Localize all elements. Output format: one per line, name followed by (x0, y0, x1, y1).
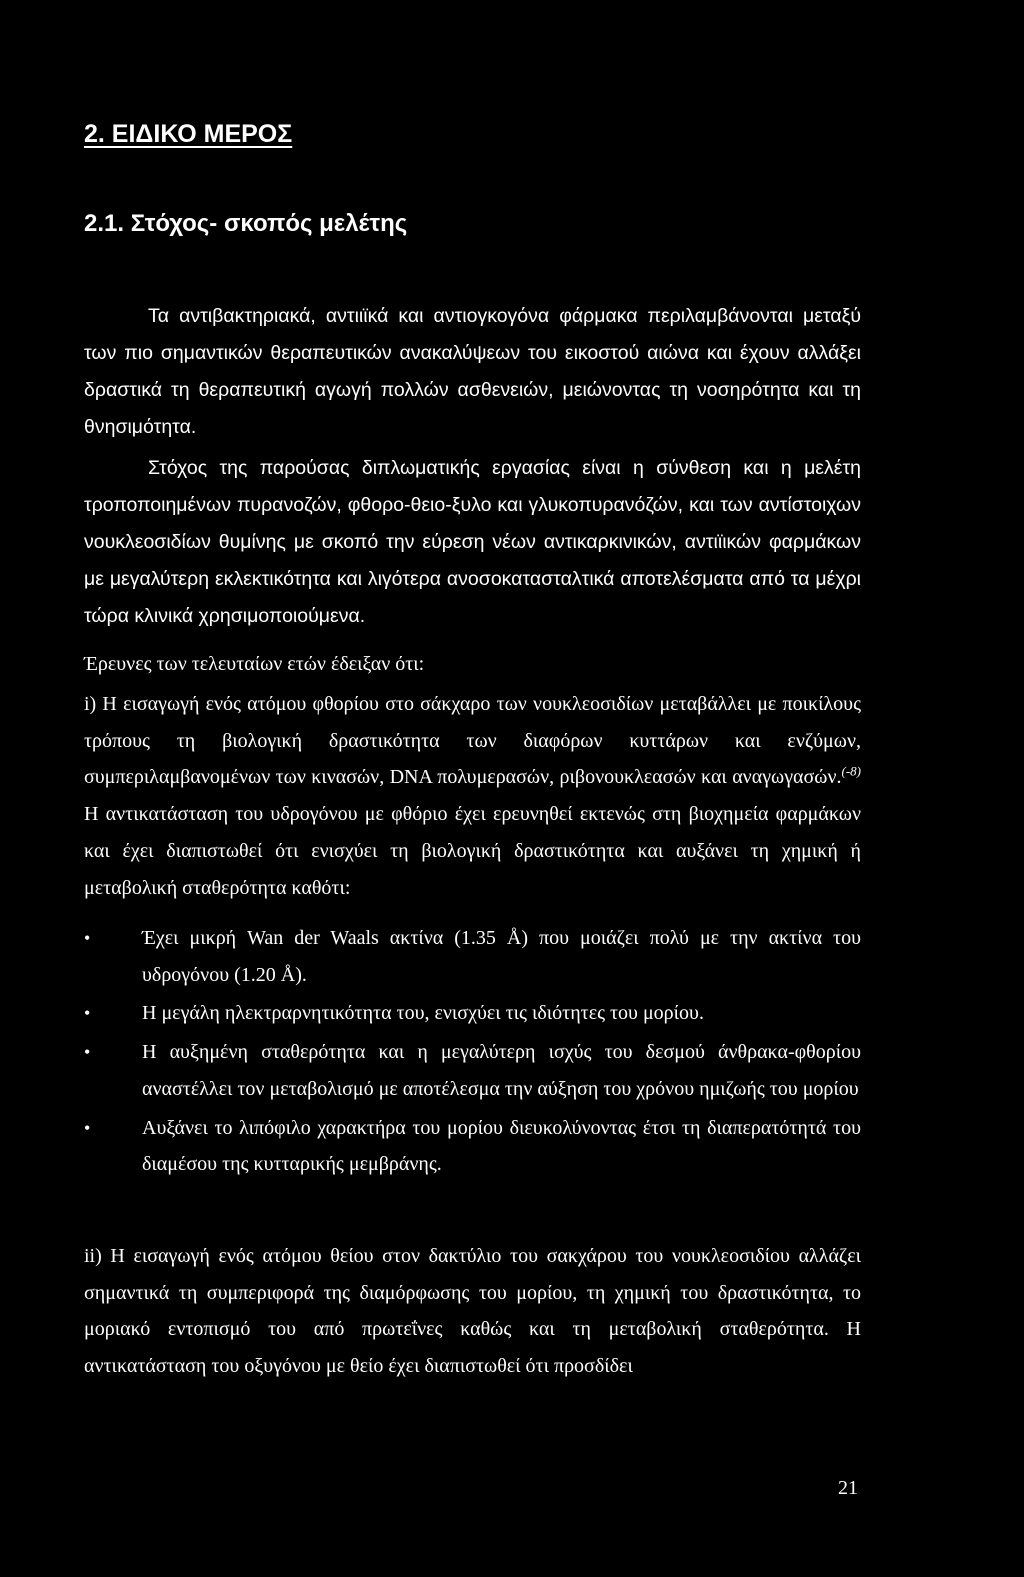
objective-paragraph: Στόχος της παρούσας διπλωματικής εργασίας είναι η σύνθεση και η μελέτη τροποποιημένων πυρανοζών, φθορο-θειο-ξυλο και γλυκοπυρανόζών, και των αντίστοιχων νουκλεοσιδίων θυμίνης με σκοπό την εύρεση νέων αντικαρκινικών, αντιϊικών φαρμάκων με μεγαλύτερη εκλεκτικότητα και λιγότερα ανοσοκατασταλτικά αποτελέσματα από τα μέχρι τώρα κλινικά χρησιμοποιούμενα. (84, 457, 861, 627)
subsection-heading: 2.1. Στόχος- σκοπός μελέτης (84, 210, 408, 237)
fluorine-paragraph-text: i) Η εισαγωγή ενός ατόμου φθορίου στο σάκχαρο των νουκλεοσιδίων μεταβάλλει με ποικίλους τρόπους τη βιολογική δραστικότητα των διαφόρων κυττάρων και ενζύμων, συμπεριλαμβανομένων των κινασών, DNA πολυμερασών, ριβονουκλεασών και αναγωγασών. (84, 693, 861, 789)
list-item (84, 1110, 861, 1183)
list-item-text: Αυξάνει το λιπόφιλο χαρακτήρα του μορίου διευκολύνοντας έτσι τη διαπερατότητά του διαμέσου της κυτταρικής μεμβράνης. (142, 1116, 861, 1176)
sulfur-paragraph: ii) Η εισαγωγή ενός ατόμου θείου στον δακτύλιο του σακχάρου του νουκλεοσιδίου αλλάζει σημαντικά τη συμπεριφορά της διαμόρφωσης του μορίου, τη χημική του δραστικότητα, το μοριακό εντοπισμό του από πρωτεΐνες καθώς και τη μεταβολική σταθερότητα. Η αντικατάσταση του οξυγόνου με θείο έχει διαπιστωθεί ότι προσδίδει (84, 1245, 861, 1378)
list-item-text: Η αυξημένη σταθερότητα και η μεγαλύτερη ισχύς του δεσμού άνθρακα-φθορίου αναστέλλει τον μεταβολισμό με αποτέλεσμα την αύξηση του χρόνου ημιζωής του μορίου (142, 1041, 861, 1100)
bullet-icon: • (84, 928, 91, 948)
bullet-icon: • (84, 1003, 91, 1024)
list-item-text: Η μεγάλη ηλεκτραρνητικότητα του, ενισχύει τις ιδιότητες του μορίου. (142, 1002, 704, 1025)
page-number: 21 (838, 1477, 858, 1499)
fluorine-paragraph-continuation: Η αντικατάσταση του υδρογόνου με φθόριο έχει ερευνηθεί εκτενώς στη βιοχημεία φαρμάκων και έχει διαπιστωθεί ότι ενισχύει τη βιολογική δραστικότητα και αυξάνει τη χημική ή μεταβολική σταθερότητα καθότι: (84, 803, 861, 899)
research-intro-line: Έρευνες των τελευταίων ετών έδειξαν ότι: (84, 653, 425, 675)
intro-paragraph: Τα αντιβακτηριακά, αντιιϊκά και αντιογκογόνα φάρμακα περιλαμβάνονται μεταξύ των πιο σημαντικών θεραπευτικών ανακαλύψεων του εικοστού αιώνα και έχουν αλλάξει δραστικά τη θεραπευτική αγωγή πολλών ασθενειών, μειώνοντας τη νοσηρότητα και τη θνησιμότητα. (84, 305, 861, 438)
list-item-text: Έχει μικρή Wan der Waals ακτίνα (1.35 Å) που μοιάζει πολύ με την ακτίνα του υδρογόνου (1.20 Å). (142, 927, 861, 986)
citation-reference: (-8) (841, 763, 861, 779)
section-heading: 2. ΕΙΔΙΚΟ ΜΕΡΟΣ (84, 120, 293, 148)
bullet-list (84, 920, 861, 1183)
list-item (84, 920, 861, 993)
bullet-icon: • (84, 1117, 91, 1138)
bullet-icon: • (84, 1042, 91, 1063)
fluorine-paragraph (84, 686, 861, 906)
list-item (84, 1034, 861, 1107)
list-item (84, 995, 861, 1032)
